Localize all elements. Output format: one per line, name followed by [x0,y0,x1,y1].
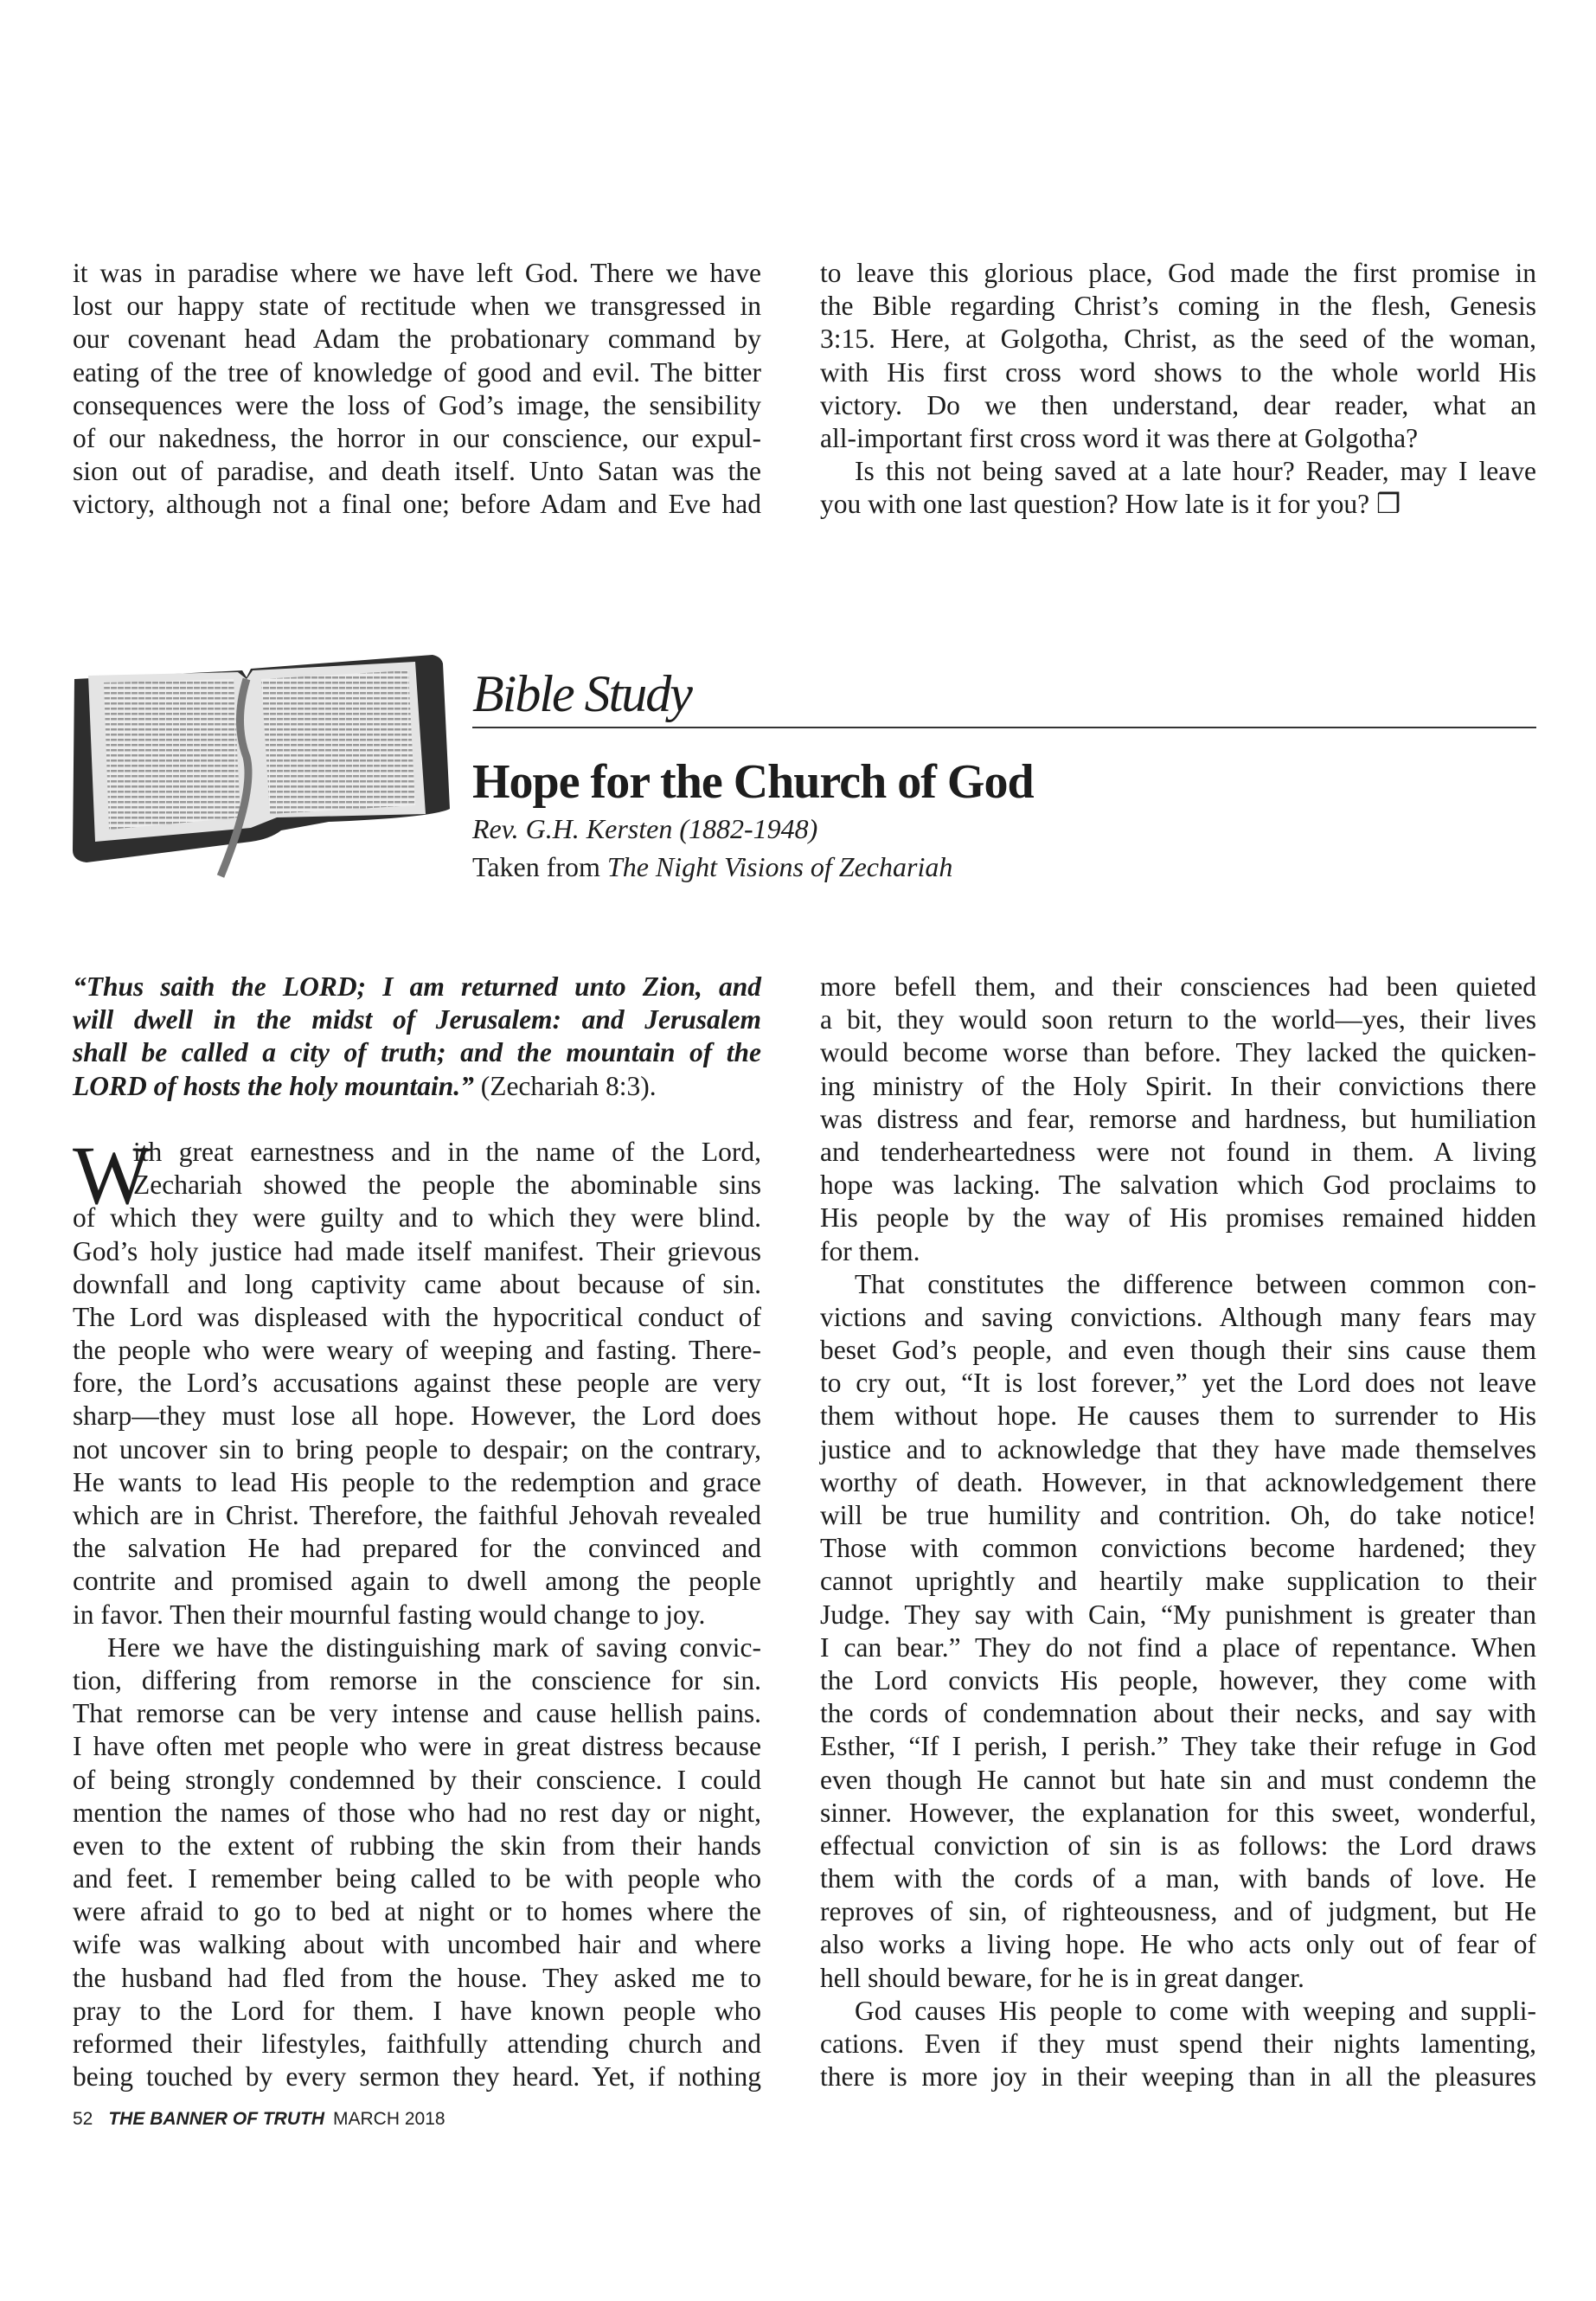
text-line: also works a living hope. He who acts only out of fear of [820,1929,1536,1960]
magazine-name: THE BANNER OF TRUTH [108,2109,325,2129]
text-line: reproves of sin, of righteousness, and of judgment, but He [820,1896,1536,1927]
text-line: sinner. However, the explanation for this sweet, wonderful, [820,1797,1536,1828]
text-line: and tenderheartedness were not found in them. A living [820,1136,1536,1167]
quote-line [73,1070,761,1103]
text-line: Esther, “If I perish, I perish.” They take their refuge in God [820,1731,1536,1762]
text-line: sion out of paradise, and death itself. Unto Satan was the [73,456,761,487]
text-line: the husband had fled from the house. They asked me to [73,1962,761,1993]
text-line: more befell them, and their consciences had been quieted [820,971,1536,1002]
text-line: hope was lacking. The salvation which God proclaims to [820,1170,1536,1201]
text-line: eating of the tree of knowledge of good and evil. The bitter [73,356,761,388]
body-right-column [820,971,1536,2093]
body-left-column [73,971,761,2093]
text-line: the Lord convicts His people, however, they come with [820,1664,1536,1695]
text-line: Zechariah showed the people the abominable sins [133,1170,761,1201]
text-line: were afraid to go to bed at night or to homes where the [73,1896,761,1927]
text-line: contrite and promised again to dwell among the people [73,1566,761,1597]
text-line: effectual conviction of sin is as follows: the Lord draws [820,1830,1536,1861]
text-line: which are in Christ. Therefore, the faithful Jehovah revealed [73,1500,761,1530]
text-line: Here we have the distinguishing mark of saving convic- [107,1631,761,1663]
text-line: That remorse can be very intense and cause hellish pains. [73,1698,761,1729]
text-line: our covenant head Adam the probationary command by [73,324,761,355]
source-prefix: Taken from [472,851,600,882]
text-line: victory, although not a final one; before Adam and Eve had [73,489,761,520]
article-title: Hope for the Church of God [472,755,1034,809]
drop-cap: W [73,1128,151,1221]
text-line: you with one last question? How late is it for you? ❒ [820,489,1401,520]
quote-line: shall be called a city of truth; and the mountain of the [73,1037,761,1068]
text-line: reformed their lifestyles, faithfully attending church and [73,2029,761,2059]
text-line: of our nakedness, the horror in our conscience, our expul- [73,422,761,453]
quote-reference: (Zechariah 8:3). [473,1070,657,1101]
text-line: to leave this glorious place, God made the first promise in [820,258,1536,288]
text-line: lost our happy state of rectitude when we transgressed in [73,291,761,322]
text-line: ing ministry of the Holy Spirit. In their convictions there [820,1070,1536,1101]
top-left-column [73,257,761,522]
article-source [472,851,952,883]
text-line: will be true humility and contrition. Oh, do take notice! [820,1500,1536,1530]
quote-line: “Thus saith the LORD; I am returned unto Zion, and [73,971,761,1002]
page-number: 52 [73,2109,93,2129]
article-author: Rev. G.H. Kersten (1882-1948) [472,813,818,844]
text-line: fore, the Lord’s accusations against these people are very [73,1368,761,1399]
text-line: them with the cords of a man, with bands of love. He [820,1863,1536,1894]
text-line: That constitutes the difference between common con- [855,1268,1536,1299]
text-line: worthy of death. However, in that acknowledgement there [820,1466,1536,1497]
text-line: there is more joy in their weeping than in all the pleasures [820,2061,1536,2093]
quote-line: will dwell in the midst of Jerusalem: and Jerusalem [73,1004,761,1035]
text-line: in favor. Then their mournful fasting would change to joy. [73,1599,706,1630]
text-line: His people by the way of His promises remained hidden [820,1202,1536,1234]
text-line: I have often met people who were in great distress because [73,1731,761,1762]
text-line: God’s holy justice had made itself manifest. Their grievous [73,1235,761,1266]
text-line: 3:15. Here, at Golgotha, Christ, as the seed of the woman, [820,324,1536,355]
text-line: ith great earnestness and in the name of the Lord, [133,1136,761,1167]
text-line: all-important first cross word it was there at Golgotha? [820,422,1419,453]
text-line: of being strongly condemned by their conscience. I could [73,1764,761,1795]
issue-date: MARCH 2018 [333,2109,445,2129]
text-line: even to the extent of rubbing the skin from their hands [73,1830,761,1861]
top-right-column [820,257,1536,522]
text-line: for them. [820,1235,920,1266]
text-line: the salvation He had prepared for the convinced and [73,1533,761,1564]
text-line: I can bear.” They do not find a place of repentance. When [820,1631,1536,1663]
text-line: the cords of condemnation about their necks, and say with [820,1698,1536,1729]
text-line: sharp—they must lose all hope. However, the Lord does [73,1400,761,1432]
text-line: the people who were weary of weeping and fasting. There- [73,1335,761,1366]
text-line: consequences were the loss of God’s image, the sensibility [73,389,761,420]
text-line: of which they were guilty and to which they were blind. [73,1202,761,1234]
text-line: hell should beware, for he is in great danger. [820,1962,1304,1993]
open-bible-illustration [69,644,450,878]
text-line: to cry out, “It is lost forever,” yet the Lord does not leave [820,1368,1536,1399]
text-line: victory. Do we then understand, dear reader, what an [820,389,1536,420]
text-line: God causes His people to come with weeping and suppli- [855,1995,1536,2026]
section-heading: Bible Study [472,665,691,722]
text-line: being touched by every sermon they heard. Yet, if nothing [73,2061,761,2093]
quote-text: LORD of hosts the holy mountain.” [73,1070,474,1101]
text-line: cannot uprightly and heartily make supplication to their [820,1566,1536,1597]
text-line: and feet. I remember being called to be with people who [73,1863,761,1894]
text-line: it was in paradise where we have left God. There we have [73,258,761,288]
source-title: The Night Visions of Zechariah [606,851,953,882]
text-line: mention the names of those who had no rest day or night, [73,1797,761,1828]
text-line: Judge. They say with Cain, “My punishment is greater than [820,1599,1536,1630]
section-rule [472,727,1536,728]
text-line: would become worse than before. They lacked the quicken- [820,1037,1536,1068]
text-line: Those with common convictions become hardened; they [820,1533,1536,1564]
text-line: wife was walking about with uncombed hair and where [73,1929,761,1960]
text-line: justice and to acknowledge that they have made themselves [820,1433,1536,1465]
text-line: victions and saving convictions. Although many fears may [820,1301,1536,1332]
text-line: with His first cross word shows to the whole world His [820,356,1536,388]
text-line: Is this not being saved at a late hour? Reader, may I leave [855,456,1536,487]
text-line: even though He cannot but hate sin and must condemn the [820,1764,1536,1795]
text-line: pray to the Lord for them. I have known people who [73,1995,761,2026]
text-line: He wants to lead His people to the redemption and grace [73,1466,761,1497]
text-line: was distress and fear, remorse and hardness, but humiliation [820,1103,1536,1134]
text-line: cations. Even if they must spend their nights lamenting, [820,2029,1536,2059]
text-line: The Lord was displeased with the hypocritical conduct of [73,1301,761,1332]
text-line: a bit, they would soon return to the world—yes, their lives [820,1004,1536,1035]
text-line: downfall and long captivity came about because of sin. [73,1268,761,1299]
text-line: tion, differing from remorse in the conscience for sin. [73,1664,761,1695]
text-line: them without hope. He causes them to surrender to His [820,1400,1536,1432]
text-line: beset God’s people, and even though their sins cause them [820,1335,1536,1366]
page-footer [73,2109,445,2130]
text-line: the Bible regarding Christ’s coming in the flesh, Genesis [820,291,1536,322]
text-line: not uncover sin to bring people to despair; on the contrary, [73,1433,761,1465]
